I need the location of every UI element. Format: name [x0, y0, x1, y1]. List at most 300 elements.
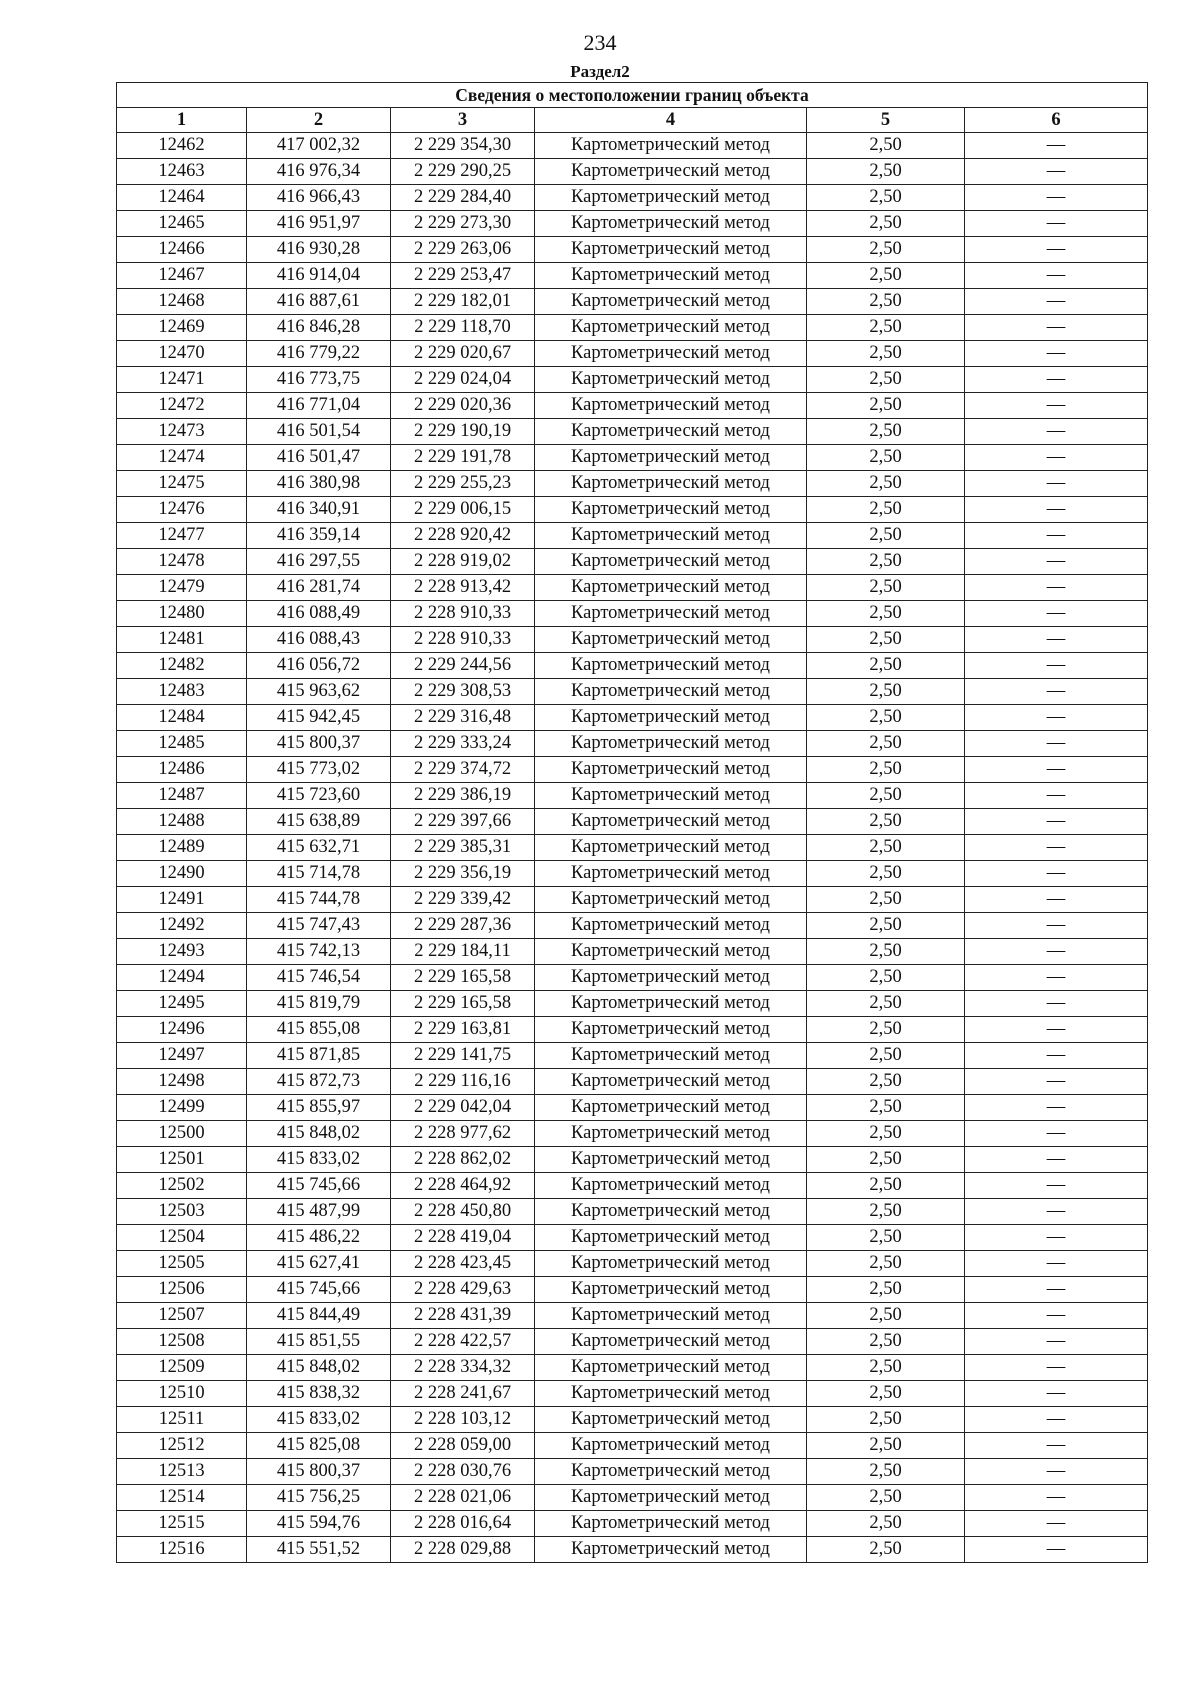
accuracy-cell: 2,50 — [807, 1433, 965, 1459]
x-coordinate-cell: 415 825,08 — [247, 1433, 391, 1459]
column-header: 5 — [807, 108, 965, 133]
method-cell: Картометрический метод — [535, 1095, 807, 1121]
x-coordinate-cell: 415 746,54 — [247, 965, 391, 991]
description-cell: — — [965, 237, 1148, 263]
accuracy-cell: 2,50 — [807, 1251, 965, 1277]
x-coordinate-cell: 415 844,49 — [247, 1303, 391, 1329]
description-cell: — — [965, 1537, 1148, 1563]
description-cell: — — [965, 1459, 1148, 1485]
accuracy-cell: 2,50 — [807, 1017, 965, 1043]
y-coordinate-cell: 2 229 184,11 — [391, 939, 535, 965]
description-cell: — — [965, 185, 1148, 211]
accuracy-cell: 2,50 — [807, 315, 965, 341]
accuracy-cell: 2,50 — [807, 133, 965, 159]
table-row — [117, 1043, 1148, 1069]
table-row — [117, 211, 1148, 237]
method-cell: Картометрический метод — [535, 159, 807, 185]
description-cell: — — [965, 757, 1148, 783]
description-cell: — — [965, 341, 1148, 367]
x-coordinate-cell: 415 742,13 — [247, 939, 391, 965]
y-coordinate-cell: 2 228 103,12 — [391, 1407, 535, 1433]
table-row — [117, 1199, 1148, 1225]
y-coordinate-cell: 2 228 423,45 — [391, 1251, 535, 1277]
y-coordinate-cell: 2 229 182,01 — [391, 289, 535, 315]
method-cell: Картометрический метод — [535, 185, 807, 211]
x-coordinate-cell: 416 779,22 — [247, 341, 391, 367]
description-cell: — — [965, 601, 1148, 627]
y-coordinate-cell: 2 229 141,75 — [391, 1043, 535, 1069]
x-coordinate-cell: 415 800,37 — [247, 1459, 391, 1485]
accuracy-cell: 2,50 — [807, 237, 965, 263]
method-cell: Картометрический метод — [535, 835, 807, 861]
method-cell: Картометрический метод — [535, 575, 807, 601]
description-cell: — — [965, 445, 1148, 471]
table-row — [117, 939, 1148, 965]
table-row — [117, 185, 1148, 211]
y-coordinate-cell: 2 229 273,30 — [391, 211, 535, 237]
description-cell: — — [965, 393, 1148, 419]
point-number-cell: 12491 — [117, 887, 247, 913]
description-cell: — — [965, 913, 1148, 939]
accuracy-cell: 2,50 — [807, 705, 965, 731]
method-cell: Картометрический метод — [535, 1433, 807, 1459]
y-coordinate-cell: 2 229 397,66 — [391, 809, 535, 835]
x-coordinate-cell: 417 002,32 — [247, 133, 391, 159]
description-cell: — — [965, 809, 1148, 835]
table-row — [117, 575, 1148, 601]
table-row — [117, 1069, 1148, 1095]
method-cell: Картометрический метод — [535, 1381, 807, 1407]
x-coordinate-cell: 416 887,61 — [247, 289, 391, 315]
accuracy-cell: 2,50 — [807, 679, 965, 705]
point-number-cell: 12469 — [117, 315, 247, 341]
description-cell: — — [965, 1199, 1148, 1225]
y-coordinate-cell: 2 228 419,04 — [391, 1225, 535, 1251]
method-cell: Картометрический метод — [535, 549, 807, 575]
method-cell: Картометрический метод — [535, 731, 807, 757]
method-cell: Картометрический метод — [535, 1537, 807, 1563]
description-cell: — — [965, 1433, 1148, 1459]
point-number-cell: 12513 — [117, 1459, 247, 1485]
x-coordinate-cell: 416 501,54 — [247, 419, 391, 445]
method-cell: Картометрический метод — [535, 445, 807, 471]
accuracy-cell: 2,50 — [807, 523, 965, 549]
description-cell: — — [965, 315, 1148, 341]
x-coordinate-cell: 415 773,02 — [247, 757, 391, 783]
description-cell: — — [965, 211, 1148, 237]
method-cell: Картометрический метод — [535, 965, 807, 991]
accuracy-cell: 2,50 — [807, 211, 965, 237]
y-coordinate-cell: 2 228 029,88 — [391, 1537, 535, 1563]
method-cell: Картометрический метод — [535, 1329, 807, 1355]
y-coordinate-cell: 2 229 284,40 — [391, 185, 535, 211]
description-cell: — — [965, 861, 1148, 887]
point-number-cell: 12484 — [117, 705, 247, 731]
y-coordinate-cell: 2 228 241,67 — [391, 1381, 535, 1407]
accuracy-cell: 2,50 — [807, 991, 965, 1017]
y-coordinate-cell: 2 229 308,53 — [391, 679, 535, 705]
table-row — [117, 627, 1148, 653]
point-number-cell: 12468 — [117, 289, 247, 315]
point-number-cell: 12506 — [117, 1277, 247, 1303]
table-row — [117, 679, 1148, 705]
method-cell: Картометрический метод — [535, 1407, 807, 1433]
x-coordinate-cell: 416 501,47 — [247, 445, 391, 471]
point-number-cell: 12488 — [117, 809, 247, 835]
method-cell: Картометрический метод — [535, 861, 807, 887]
table-row — [117, 887, 1148, 913]
accuracy-cell: 2,50 — [807, 341, 965, 367]
y-coordinate-cell: 2 229 163,81 — [391, 1017, 535, 1043]
accuracy-cell: 2,50 — [807, 1381, 965, 1407]
table-row — [117, 237, 1148, 263]
accuracy-cell: 2,50 — [807, 445, 965, 471]
point-number-cell: 12470 — [117, 341, 247, 367]
table-row — [117, 1459, 1148, 1485]
point-number-cell: 12512 — [117, 1433, 247, 1459]
table-row — [117, 601, 1148, 627]
accuracy-cell: 2,50 — [807, 601, 965, 627]
point-number-cell: 12463 — [117, 159, 247, 185]
y-coordinate-cell: 2 229 024,04 — [391, 367, 535, 393]
point-number-cell: 12474 — [117, 445, 247, 471]
description-cell: — — [965, 1329, 1148, 1355]
description-cell: — — [965, 679, 1148, 705]
description-cell: — — [965, 471, 1148, 497]
x-coordinate-cell: 415 594,76 — [247, 1511, 391, 1537]
method-cell: Картометрический метод — [535, 1355, 807, 1381]
point-number-cell: 12510 — [117, 1381, 247, 1407]
description-cell: — — [965, 1173, 1148, 1199]
description-cell: — — [965, 1017, 1148, 1043]
point-number-cell: 12485 — [117, 731, 247, 757]
description-cell: — — [965, 575, 1148, 601]
method-cell: Картометрический метод — [535, 1511, 807, 1537]
column-header: 6 — [965, 108, 1148, 133]
x-coordinate-cell: 416 340,91 — [247, 497, 391, 523]
point-number-cell: 12495 — [117, 991, 247, 1017]
accuracy-cell: 2,50 — [807, 1043, 965, 1069]
point-number-cell: 12481 — [117, 627, 247, 653]
table-row — [117, 341, 1148, 367]
x-coordinate-cell: 415 638,89 — [247, 809, 391, 835]
accuracy-cell: 2,50 — [807, 1121, 965, 1147]
method-cell: Картометрический метод — [535, 237, 807, 263]
table-row — [117, 1511, 1148, 1537]
y-coordinate-cell: 2 229 290,25 — [391, 159, 535, 185]
accuracy-cell: 2,50 — [807, 1069, 965, 1095]
x-coordinate-cell: 415 627,41 — [247, 1251, 391, 1277]
description-cell: — — [965, 1225, 1148, 1251]
method-cell: Картометрический метод — [535, 1251, 807, 1277]
x-coordinate-cell: 415 855,97 — [247, 1095, 391, 1121]
accuracy-cell: 2,50 — [807, 1303, 965, 1329]
x-coordinate-cell: 416 930,28 — [247, 237, 391, 263]
table-row — [117, 315, 1148, 341]
x-coordinate-cell: 415 632,71 — [247, 835, 391, 861]
x-coordinate-cell: 416 088,43 — [247, 627, 391, 653]
method-cell: Картометрический метод — [535, 757, 807, 783]
column-header: 1 — [117, 108, 247, 133]
x-coordinate-cell: 415 486,22 — [247, 1225, 391, 1251]
accuracy-cell: 2,50 — [807, 471, 965, 497]
method-cell: Картометрический метод — [535, 1043, 807, 1069]
method-cell: Картометрический метод — [535, 263, 807, 289]
x-coordinate-cell: 416 976,34 — [247, 159, 391, 185]
accuracy-cell: 2,50 — [807, 1225, 965, 1251]
description-cell: — — [965, 1251, 1148, 1277]
y-coordinate-cell: 2 228 910,33 — [391, 627, 535, 653]
y-coordinate-cell: 2 229 385,31 — [391, 835, 535, 861]
point-number-cell: 12516 — [117, 1537, 247, 1563]
description-cell: — — [965, 1485, 1148, 1511]
column-header: 4 — [535, 108, 807, 133]
accuracy-cell: 2,50 — [807, 549, 965, 575]
table-row — [117, 1017, 1148, 1043]
table-row — [117, 1485, 1148, 1511]
point-number-cell: 12507 — [117, 1303, 247, 1329]
point-number-cell: 12493 — [117, 939, 247, 965]
table-row — [117, 861, 1148, 887]
y-coordinate-cell: 2 229 118,70 — [391, 315, 535, 341]
table-row — [117, 133, 1148, 159]
point-number-cell: 12465 — [117, 211, 247, 237]
y-coordinate-cell: 2 229 333,24 — [391, 731, 535, 757]
method-cell: Картометрический метод — [535, 913, 807, 939]
x-coordinate-cell: 415 838,32 — [247, 1381, 391, 1407]
point-number-cell: 12497 — [117, 1043, 247, 1069]
point-number-cell: 12496 — [117, 1017, 247, 1043]
accuracy-cell: 2,50 — [807, 1147, 965, 1173]
description-cell: — — [965, 419, 1148, 445]
table-row — [117, 367, 1148, 393]
table-row — [117, 1121, 1148, 1147]
method-cell: Картометрический метод — [535, 679, 807, 705]
table-row — [117, 835, 1148, 861]
point-number-cell: 12483 — [117, 679, 247, 705]
accuracy-cell: 2,50 — [807, 1511, 965, 1537]
point-number-cell: 12471 — [117, 367, 247, 393]
point-number-cell: 12509 — [117, 1355, 247, 1381]
point-number-cell: 12473 — [117, 419, 247, 445]
description-cell: — — [965, 835, 1148, 861]
accuracy-cell: 2,50 — [807, 419, 965, 445]
table-row — [117, 1173, 1148, 1199]
table-row — [117, 289, 1148, 315]
point-number-cell: 12467 — [117, 263, 247, 289]
table-row — [117, 497, 1148, 523]
accuracy-cell: 2,50 — [807, 653, 965, 679]
method-cell: Картометрический метод — [535, 419, 807, 445]
x-coordinate-cell: 416 966,43 — [247, 185, 391, 211]
x-coordinate-cell: 415 744,78 — [247, 887, 391, 913]
table-row — [117, 549, 1148, 575]
point-number-cell: 12503 — [117, 1199, 247, 1225]
method-cell: Картометрический метод — [535, 1199, 807, 1225]
accuracy-cell: 2,50 — [807, 1277, 965, 1303]
table-row — [117, 783, 1148, 809]
x-coordinate-cell: 415 551,52 — [247, 1537, 391, 1563]
description-cell: — — [965, 1355, 1148, 1381]
point-number-cell: 12479 — [117, 575, 247, 601]
accuracy-cell: 2,50 — [807, 1459, 965, 1485]
method-cell: Картометрический метод — [535, 601, 807, 627]
point-number-cell: 12490 — [117, 861, 247, 887]
accuracy-cell: 2,50 — [807, 757, 965, 783]
accuracy-cell: 2,50 — [807, 1329, 965, 1355]
x-coordinate-cell: 415 714,78 — [247, 861, 391, 887]
table-row — [117, 1433, 1148, 1459]
y-coordinate-cell: 2 229 190,19 — [391, 419, 535, 445]
x-coordinate-cell: 416 297,55 — [247, 549, 391, 575]
x-coordinate-cell: 416 380,98 — [247, 471, 391, 497]
table-row — [117, 159, 1148, 185]
description-cell: — — [965, 1121, 1148, 1147]
point-number-cell: 12482 — [117, 653, 247, 679]
x-coordinate-cell: 416 056,72 — [247, 653, 391, 679]
table-row — [117, 1251, 1148, 1277]
x-coordinate-cell: 416 773,75 — [247, 367, 391, 393]
y-coordinate-cell: 2 228 429,63 — [391, 1277, 535, 1303]
x-coordinate-cell: 415 871,85 — [247, 1043, 391, 1069]
method-cell: Картометрический метод — [535, 627, 807, 653]
table-row — [117, 1537, 1148, 1563]
method-cell: Картометрический метод — [535, 1485, 807, 1511]
table-row — [117, 263, 1148, 289]
table-row — [117, 1147, 1148, 1173]
y-coordinate-cell: 2 229 255,23 — [391, 471, 535, 497]
table-row — [117, 1329, 1148, 1355]
y-coordinate-cell: 2 228 334,32 — [391, 1355, 535, 1381]
method-cell: Картометрический метод — [535, 1017, 807, 1043]
description-cell: — — [965, 939, 1148, 965]
x-coordinate-cell: 415 487,99 — [247, 1199, 391, 1225]
table-row — [117, 471, 1148, 497]
x-coordinate-cell: 415 872,73 — [247, 1069, 391, 1095]
point-number-cell: 12475 — [117, 471, 247, 497]
x-coordinate-cell: 416 771,04 — [247, 393, 391, 419]
x-coordinate-cell: 415 833,02 — [247, 1407, 391, 1433]
accuracy-cell: 2,50 — [807, 1095, 965, 1121]
method-cell: Картометрический метод — [535, 1277, 807, 1303]
x-coordinate-cell: 415 756,25 — [247, 1485, 391, 1511]
y-coordinate-cell: 2 229 316,48 — [391, 705, 535, 731]
point-number-cell: 12472 — [117, 393, 247, 419]
y-coordinate-cell: 2 229 116,16 — [391, 1069, 535, 1095]
y-coordinate-cell: 2 229 374,72 — [391, 757, 535, 783]
table-row — [117, 731, 1148, 757]
description-cell: — — [965, 887, 1148, 913]
method-cell: Картометрический метод — [535, 939, 807, 965]
description-cell: — — [965, 523, 1148, 549]
accuracy-cell: 2,50 — [807, 393, 965, 419]
description-cell: — — [965, 1303, 1148, 1329]
x-coordinate-cell: 415 855,08 — [247, 1017, 391, 1043]
x-coordinate-cell: 416 088,49 — [247, 601, 391, 627]
x-coordinate-cell: 415 963,62 — [247, 679, 391, 705]
description-cell: — — [965, 653, 1148, 679]
y-coordinate-cell: 2 229 354,30 — [391, 133, 535, 159]
table-row — [117, 523, 1148, 549]
description-cell: — — [965, 1381, 1148, 1407]
y-coordinate-cell: 2 228 422,57 — [391, 1329, 535, 1355]
point-number-cell: 12462 — [117, 133, 247, 159]
accuracy-cell: 2,50 — [807, 159, 965, 185]
table-row — [117, 1095, 1148, 1121]
table-row — [117, 1355, 1148, 1381]
point-number-cell: 12486 — [117, 757, 247, 783]
method-cell: Картометрический метод — [535, 653, 807, 679]
description-cell: — — [965, 289, 1148, 315]
y-coordinate-cell: 2 229 006,15 — [391, 497, 535, 523]
method-cell: Картометрический метод — [535, 809, 807, 835]
x-coordinate-cell: 415 745,66 — [247, 1277, 391, 1303]
table-row — [117, 1277, 1148, 1303]
description-cell: — — [965, 731, 1148, 757]
method-cell: Картометрический метод — [535, 133, 807, 159]
point-number-cell: 12505 — [117, 1251, 247, 1277]
x-coordinate-cell: 416 281,74 — [247, 575, 391, 601]
table-row — [117, 1225, 1148, 1251]
description-cell: — — [965, 783, 1148, 809]
method-cell: Картометрический метод — [535, 471, 807, 497]
table-row — [117, 445, 1148, 471]
y-coordinate-cell: 2 229 244,56 — [391, 653, 535, 679]
point-number-cell: 12487 — [117, 783, 247, 809]
table-header-row — [117, 108, 1148, 133]
y-coordinate-cell: 2 228 030,76 — [391, 1459, 535, 1485]
point-number-cell: 12464 — [117, 185, 247, 211]
x-coordinate-cell: 416 846,28 — [247, 315, 391, 341]
section-title: Раздел2 — [570, 62, 630, 81]
y-coordinate-cell: 2 229 165,58 — [391, 965, 535, 991]
method-cell: Картометрический метод — [535, 1147, 807, 1173]
boundary-coordinates-table — [116, 82, 1148, 1563]
y-coordinate-cell: 2 229 263,06 — [391, 237, 535, 263]
accuracy-cell: 2,50 — [807, 497, 965, 523]
method-cell: Картометрический метод — [535, 705, 807, 731]
table-row — [117, 1407, 1148, 1433]
column-header: 2 — [247, 108, 391, 133]
y-coordinate-cell: 2 229 165,58 — [391, 991, 535, 1017]
table-row — [117, 1303, 1148, 1329]
table-row — [117, 965, 1148, 991]
accuracy-cell: 2,50 — [807, 939, 965, 965]
method-cell: Картометрический метод — [535, 315, 807, 341]
y-coordinate-cell: 2 229 386,19 — [391, 783, 535, 809]
description-cell: — — [965, 1095, 1148, 1121]
x-coordinate-cell: 416 951,97 — [247, 211, 391, 237]
x-coordinate-cell: 415 747,43 — [247, 913, 391, 939]
y-coordinate-cell: 2 229 020,36 — [391, 393, 535, 419]
table-row — [117, 913, 1148, 939]
point-number-cell: 12494 — [117, 965, 247, 991]
description-cell: — — [965, 133, 1148, 159]
method-cell: Картометрический метод — [535, 1459, 807, 1485]
method-cell: Картометрический метод — [535, 341, 807, 367]
method-cell: Картометрический метод — [535, 1069, 807, 1095]
accuracy-cell: 2,50 — [807, 627, 965, 653]
accuracy-cell: 2,50 — [807, 887, 965, 913]
x-coordinate-cell: 416 914,04 — [247, 263, 391, 289]
method-cell: Картометрический метод — [535, 783, 807, 809]
point-number-cell: 12489 — [117, 835, 247, 861]
y-coordinate-cell: 2 229 356,19 — [391, 861, 535, 887]
point-number-cell: 12466 — [117, 237, 247, 263]
description-cell: — — [965, 705, 1148, 731]
table-row — [117, 809, 1148, 835]
table-row — [117, 393, 1148, 419]
